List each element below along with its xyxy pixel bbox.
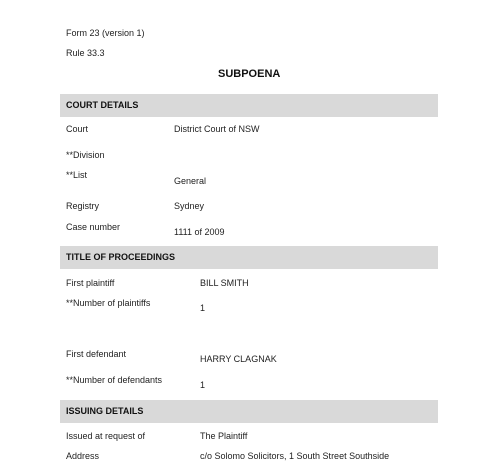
issued-at-request-value: The Plaintiff xyxy=(200,431,248,441)
number-of-defendants-label: **Number of defendants xyxy=(66,375,163,385)
first-defendant-label: First defendant xyxy=(66,349,127,359)
form-number: Form 23 (version 1) xyxy=(66,28,145,38)
registry-value: Sydney xyxy=(174,201,205,211)
section-heading: TITLE OF PROCEEDINGS xyxy=(66,252,176,262)
address-value: c/o Solomo Solicitors, 1 South Street Southside xyxy=(200,451,390,461)
registry-label: Registry xyxy=(66,201,100,211)
section-title-of-proceedings xyxy=(60,246,438,269)
first-defendant-value: HARRY CLAGNAK xyxy=(200,354,277,364)
number-of-plaintiffs-label: **Number of plaintiffs xyxy=(66,298,151,308)
section-court-details xyxy=(60,94,438,117)
court-label: Court xyxy=(66,124,89,134)
section-heading: ISSUING DETAILS xyxy=(66,406,144,416)
case-number-label: Case number xyxy=(66,222,121,232)
address-label: Address xyxy=(66,451,100,461)
court-value: District Court of NSW xyxy=(174,124,260,134)
first-plaintiff-value: BILL SMITH xyxy=(200,278,249,288)
section-heading: COURT DETAILS xyxy=(66,100,139,110)
document-title: SUBPOENA xyxy=(218,68,281,80)
first-plaintiff-label: First plaintiff xyxy=(66,278,115,288)
list-label: **List xyxy=(66,170,88,180)
issued-at-request-label: Issued at request of xyxy=(66,431,146,441)
section-issuing-details xyxy=(60,400,438,423)
rule-number: Rule 33.3 xyxy=(66,48,105,58)
number-of-defendants-value: 1 xyxy=(200,380,206,390)
division-label: **Division xyxy=(66,150,105,160)
list-value: General xyxy=(174,176,207,186)
case-number-value: 1111 of 2009 xyxy=(174,227,225,237)
number-of-plaintiffs-value: 1 xyxy=(200,303,206,313)
